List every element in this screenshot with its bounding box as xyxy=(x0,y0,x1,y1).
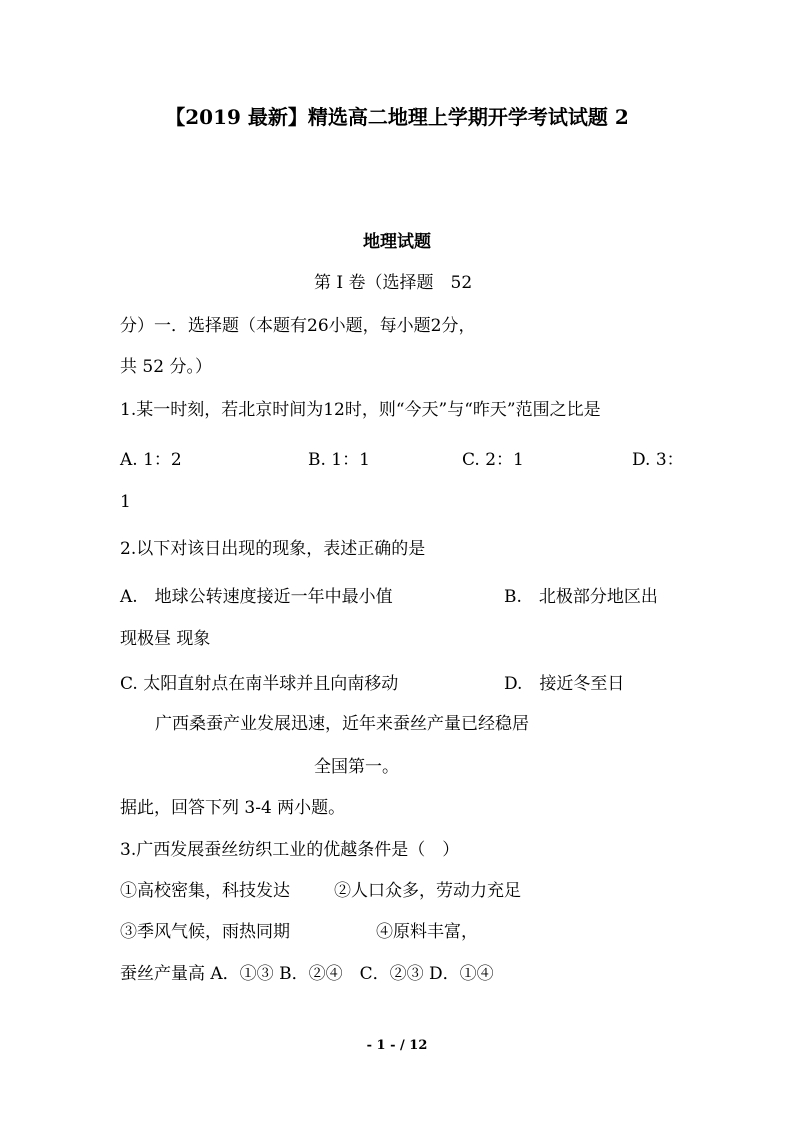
question-1-option-c: C. 2：1 xyxy=(462,450,524,470)
question-2-option-b: B. 北极部分地区出 xyxy=(504,587,658,607)
question-2-option-d: D. 接近冬至日 xyxy=(504,674,625,694)
question-1-option-b: B. 1：1 xyxy=(308,450,370,470)
intro-line: 分）一．选择题（本题有26小题，每小题2分， xyxy=(120,316,476,336)
question-3-item-2: ②人口众多，劳动力充足 xyxy=(334,881,521,901)
question-3-item-3: ③季风气候，雨热同期 xyxy=(120,922,290,942)
question-1-continuation: 1 xyxy=(120,492,131,512)
passage-line: 据此，回答下列 3-4 两小题。 xyxy=(120,798,346,818)
question-2-option-b-continuation: 现极昼 现象 xyxy=(120,629,211,649)
question-2-stem: 2.以下对该日出现的现象，表述正确的是 xyxy=(120,539,426,559)
question-1-option-a: A. 1：2 xyxy=(120,450,182,470)
section-title: 地理试题 xyxy=(363,232,431,252)
passage-line: 广西桑蚕产业发展迅速，近年来蚕丝产量已经稳居 xyxy=(155,714,529,734)
question-3-options: 蚕丝产量高 A．①③ B．②④ C．②③ D．①④ xyxy=(120,964,494,984)
intro-line: 共 52 分。） xyxy=(120,357,212,377)
question-1-stem: 1.某一时刻，若北京时间为12时，则“今天”与“昨天”范围之比是 xyxy=(120,400,601,420)
question-1-option-d: D. 3： xyxy=(632,450,684,470)
part-heading: 第 I 卷（选择题 52 xyxy=(314,273,473,293)
page-number: - 1 - / 12 xyxy=(366,1038,428,1053)
passage-line: 全国第一。 xyxy=(314,757,399,777)
question-3-item-4: ④原料丰富， xyxy=(376,922,478,942)
question-3-stem: 3.广西发展蚕丝纺织工业的优越条件是（ ） xyxy=(120,840,460,860)
question-2-option-a: A. 地球公转速度接近一年中最小值 xyxy=(120,587,393,607)
question-2-option-c: C. 太阳直射点在南半球并且向南移动 xyxy=(120,674,399,694)
document-title: 【2019 最新】精选高二地理上学期开学考试试题 2 xyxy=(165,105,629,129)
question-3-item-1: ①高校密集，科技发达 xyxy=(120,881,290,901)
